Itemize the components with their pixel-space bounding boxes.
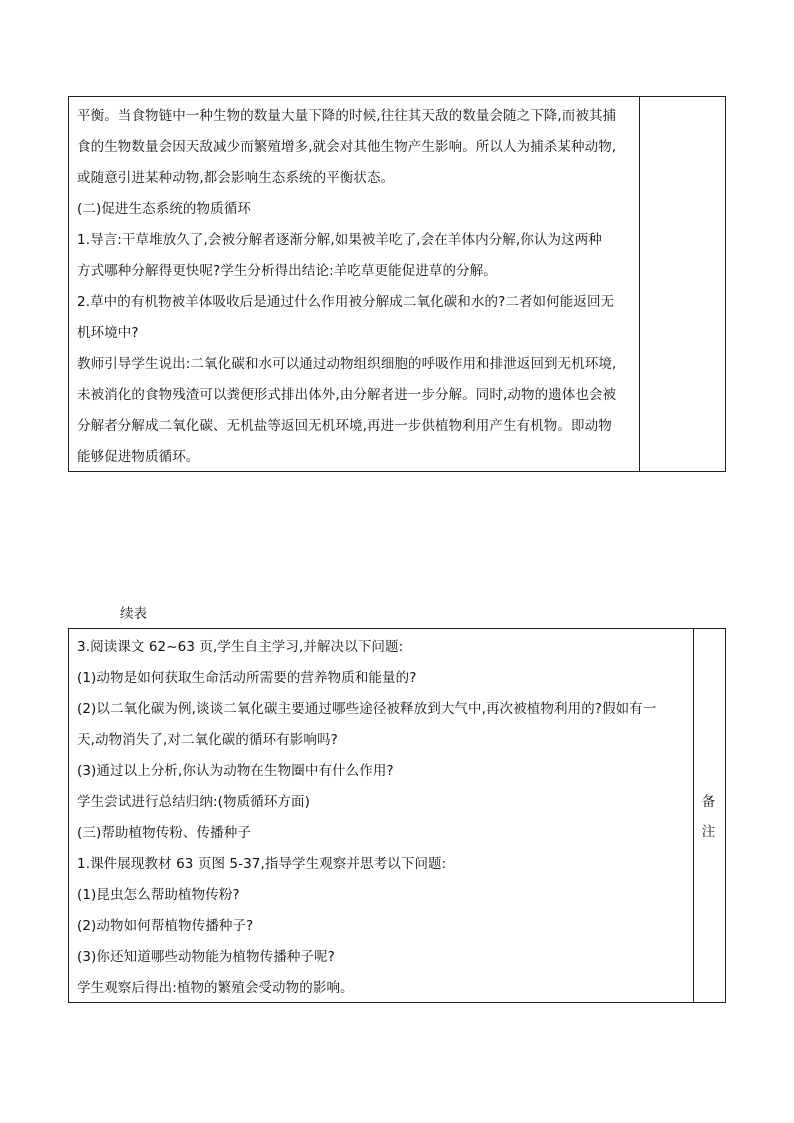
lesson-content-cell — [69, 629, 694, 1002]
text-line: 平衡。当食物链中一种生物的数量大量下降的时候,往往其天敌的数量会随之下降,而被其捕 — [77, 108, 617, 124]
text-line: (1)昆虫怎么帮助植物传粉? — [77, 887, 240, 903]
text-line: 3.阅读课文 62~63 页,学生自主学习,并解决以下问题: — [77, 639, 404, 655]
remarks-label-char-1: 备 — [701, 794, 716, 810]
remarks-cell — [638, 97, 725, 471]
text-line: 或随意引进某种动物,都会影响生态系统的平衡状态。 — [77, 170, 395, 186]
text-line: 方式哪种分解得更快呢?学生分析得出结论:羊吃草更能促进草的分解。 — [77, 263, 497, 279]
text-line: 学生尝试进行总结归纳:(物质循环方面) — [77, 794, 310, 810]
section-heading: (二)促进生态系统的物质循环 — [77, 201, 251, 217]
text-line: 教师引导学生说出:二氧化碳和水可以通过动物组织细胞的呼吸作用和排泄返回到无机环境, — [77, 356, 617, 372]
text-line: 能够促进物质循环。 — [77, 449, 200, 465]
text-line: 未被消化的食物残渣可以粪便形式排出体外,由分解者进一步分解。同时,动物的遗体也会被 — [77, 387, 617, 403]
text-line: (2)以二氧化碳为例,谈谈二氧化碳主要通过哪些途径被释放到大气中,再次被植物利用的?假如有一 — [77, 701, 657, 717]
text-line: 2.草中的有机物被羊体吸收后是通过什么作用被分解成二氧化碳和水的?二者如何能返回无 — [77, 294, 615, 310]
text-line: (1)动物是如何获取生命活动所需要的营养物质和能量的? — [77, 670, 417, 686]
lesson-table-lower — [68, 628, 726, 1003]
text-line: 分解者分解成二氧化碳、无机盐等返回无机环境,再进一步供植物利用产生有机物。即动物 — [77, 418, 612, 434]
text-line: 学生观察后得出:植物的繁殖会受动物的影响。 — [77, 980, 354, 996]
text-line: (3)通过以上分析,你认为动物在生物圈中有什么作用? — [77, 763, 394, 779]
continued-table-label: 续表 — [120, 606, 147, 622]
remarks-cell — [692, 629, 725, 1002]
text-line: (2)动物如何帮植物传播种子? — [77, 918, 254, 934]
lesson-table-upper — [68, 96, 726, 472]
section-heading: (三)帮助植物传粉、传播种子 — [77, 825, 251, 841]
lesson-content-cell — [69, 97, 640, 471]
text-line: 食的生物数量会因天敌减少而繁殖增多,就会对其他生物产生影响。所以人为捕杀某种动物, — [77, 139, 617, 155]
text-line: (3)你还知道哪些动物能为植物传播种子呢? — [77, 949, 335, 965]
remarks-label-char-2: 注 — [701, 824, 716, 840]
text-line: 机环境中? — [77, 325, 139, 341]
text-line: 天,动物消失了,对二氧化碳的循环有影响吗? — [77, 732, 338, 748]
text-line: 1.导言:干草堆放久了,会被分解者逐渐分解,如果被羊吃了,会在羊体内分解,你认为这两种 — [77, 232, 602, 248]
text-line: 1.课件展现教材 63 页图 5-37,指导学生观察并思考以下问题: — [77, 856, 447, 872]
